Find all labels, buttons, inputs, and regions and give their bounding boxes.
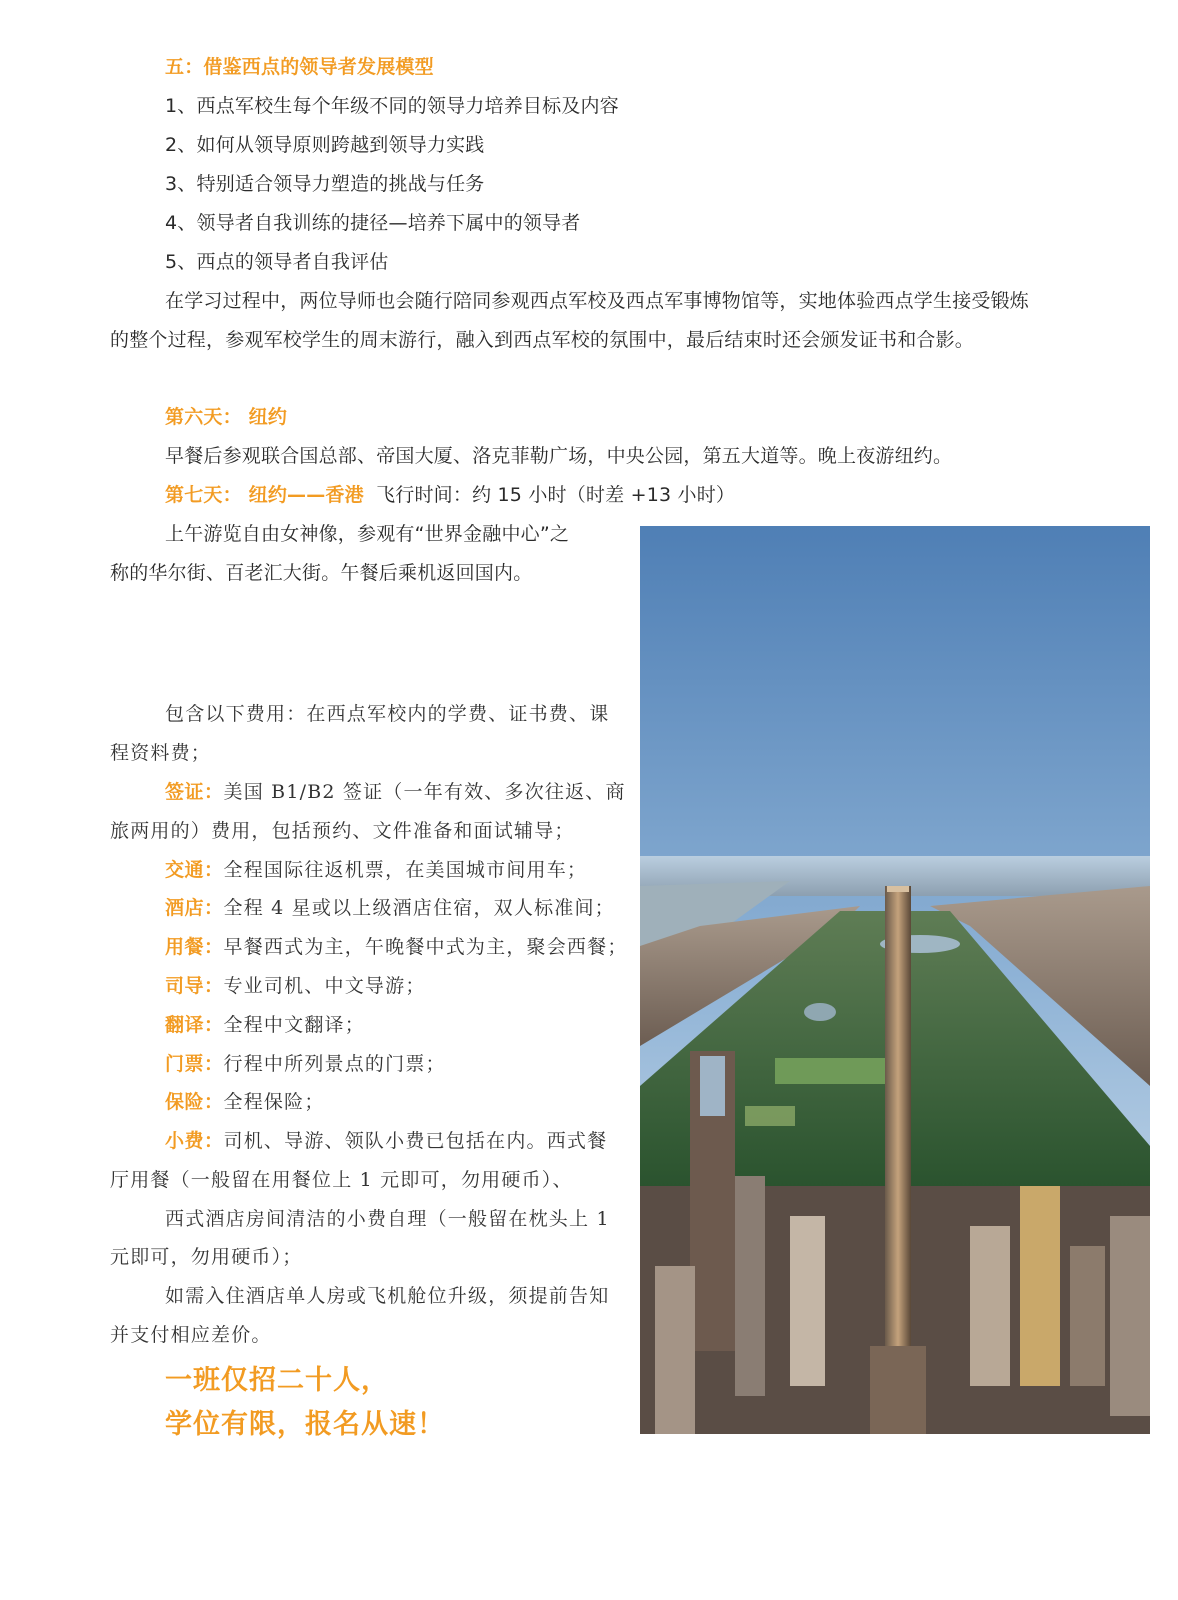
section5-item-5: 5、西点的领导者自我评估 [165, 251, 389, 273]
section5-item-4: 4、领导者自我训练的捷径—培养下属中的领导者 [165, 212, 581, 234]
fees-tip-line4: 元即可，勿用硬币）； [110, 1246, 303, 1268]
ticket-label: 门票： [165, 1053, 224, 1075]
translate-label: 翻译： [165, 1014, 224, 1036]
fees-visa-row [165, 777, 626, 804]
day7-text-line2: 称的华尔街、百老汇大街。午餐后乘机返回国内。 [110, 562, 533, 584]
section5-item-1: 1、西点军校生每个年级不同的领导力培养目标及内容 [165, 95, 619, 117]
section5-paragraph-line2: 的整个过程，参观军校学生的周末游行，融入到西点军校的氛围中，最后结束时还会颁发证书和合影。 [110, 329, 975, 351]
hotel-label: 酒店： [165, 897, 224, 919]
section5-heading: 五：借鉴西点的领导者发展模型 [165, 56, 434, 78]
day7-heading-row [165, 480, 735, 507]
fees-tip-row [165, 1126, 607, 1153]
day7-flight-info: 飞行时间：约 15 小时（时差 +13 小时） [376, 484, 736, 506]
fees-tip-line2: 厅用餐（一般留在用餐位上 1 元即可，勿用硬币）、 [110, 1169, 573, 1191]
section5-item-2: 2、如何从领导原则跨越到领导力实践 [165, 134, 485, 156]
fees-intro-line1: 包含以下费用：在西点军校内的学费、证书费、课 [165, 703, 610, 725]
fees-translate-row [165, 1010, 365, 1037]
fees-ticket-row [165, 1049, 446, 1076]
insurance-text: 全程保险； [223, 1091, 325, 1113]
slogan-line1: 一班仅招二十人， [165, 1365, 389, 1396]
fees-guide-row [165, 971, 426, 998]
insurance-label: 保险： [165, 1091, 224, 1113]
fees-upgrade-line1: 如需入住酒店单人房或飞机舱位升级，须提前告知 [165, 1285, 610, 1307]
day7-heading: 第七天： 纽约——香港 [165, 484, 364, 506]
meal-label: 用餐： [165, 936, 224, 958]
fees-tip-line3: 西式酒店房间清洁的小费自理（一般留在枕头上 1 [165, 1208, 610, 1230]
ticket-text: 行程中所列景点的门票； [223, 1053, 446, 1075]
visa-text: 美国 B1/B2 签证（一年有效、多次往返、商 [223, 781, 626, 803]
guide-label: 司导： [165, 975, 224, 997]
slogan-line2: 学位有限，报名从速！ [165, 1409, 445, 1440]
tip-text: 司机、导游、领队小费已包括在内。西式餐 [223, 1130, 608, 1152]
tip-label: 小费： [165, 1130, 224, 1152]
section5-item-3: 3、特别适合领导力塑造的挑战与任务 [165, 173, 485, 195]
central-park-aerial-photo [640, 526, 1150, 1434]
translate-text: 全程中文翻译； [223, 1014, 365, 1036]
section5-paragraph-line1: 在学习过程中，两位导师也会随行陪同参观西点军校及西点军事博物馆等，实地体验西点学生接受锻炼 [165, 290, 1030, 312]
fees-insurance-row [165, 1087, 325, 1114]
day6-heading: 第六天： 纽约 [165, 406, 288, 428]
guide-text: 专业司机、中文导游； [223, 975, 426, 997]
hotel-text: 全程 4 星或以上级酒店住宿，双人标准间； [223, 897, 615, 919]
transport-label: 交通： [165, 859, 224, 881]
meal-text: 早餐西式为主，午晚餐中式为主，聚会西餐； [223, 936, 628, 958]
fees-transport-row [165, 855, 587, 882]
visa-label: 签证： [165, 781, 224, 803]
fees-visa-line2: 旅两用的）费用，包括预约、文件准备和面试辅导； [110, 820, 575, 842]
transport-text: 全程国际往返机票，在美国城市间用车； [223, 859, 588, 881]
day7-text-line1: 上午游览自由女神像，参观有“世界金融中心”之 [165, 523, 570, 545]
fees-hotel-row [165, 893, 615, 920]
fees-upgrade-line2: 并支付相应差价。 [110, 1324, 272, 1346]
fees-intro-line2: 程资料费； [110, 742, 212, 764]
day6-text: 早餐后参观联合国总部、帝国大厦、洛克菲勒广场，中央公园，第五大道等。晚上夜游纽约。 [165, 445, 953, 467]
fees-meal-row [165, 932, 628, 959]
